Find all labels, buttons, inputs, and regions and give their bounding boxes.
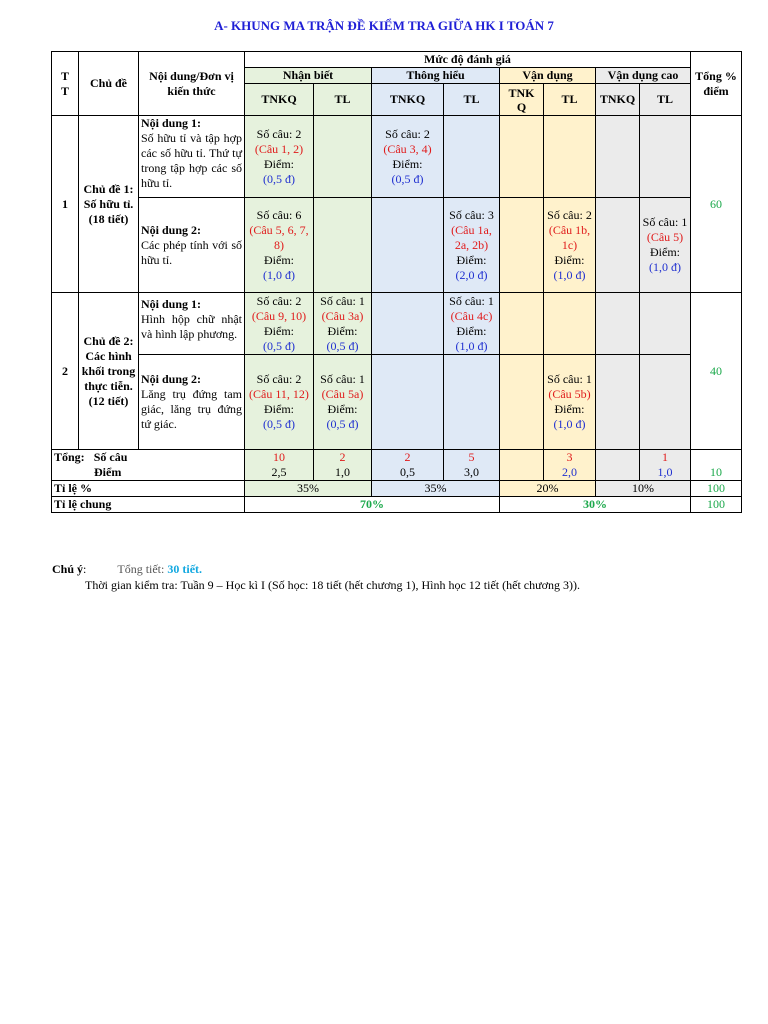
header-nb-tnkq: TNKQ bbox=[245, 84, 314, 116]
note-exam-time: Thời gian kiểm tra: Tuần 9 – Học kì I (Số học: 18 tiết (hết chương 1), Hình học 12 tiết (hết chương 3)). bbox=[85, 578, 580, 592]
header-vdc-tl: TL bbox=[640, 84, 691, 116]
cell-th-tnkq: Số câu: 2 (Câu 3, 4) Điểm: (0,5 đ) bbox=[372, 116, 444, 198]
header-chu-de: Chủ đề bbox=[79, 52, 139, 116]
total-nb-tl: 2 1,0 bbox=[314, 450, 372, 481]
ratio-nhan-biet: 35% bbox=[245, 481, 372, 497]
page-title: A- KHUNG MA TRẬN ĐỀ KIỂM TRA GIỮA HK I TOÁN 7 bbox=[214, 18, 554, 33]
header-thong-hieu: Thông hiểu bbox=[372, 68, 500, 84]
topic-name: Chủ đề 2: Các hình khối trong thực tiễn. (12 tiết) bbox=[79, 293, 139, 450]
cell-nb-tnkq: Số câu: 2 (Câu 1, 2) Điểm: (0,5 đ) bbox=[245, 116, 314, 198]
ratio-thong-hieu: 35% bbox=[372, 481, 500, 497]
cell-vdc-tnkq bbox=[596, 355, 640, 450]
cell-vdc-tl bbox=[640, 293, 691, 355]
cell-vd-tnkq bbox=[500, 116, 544, 198]
cell-th-tl: Số câu: 3 (Câu 1a, 2a, 2b) Điểm: (2,0 đ) bbox=[444, 198, 500, 293]
cell-vd-tl: Số câu: 2 (Câu 1b, 1c) Điểm: (1,0 đ) bbox=[544, 198, 596, 293]
cell-nb-tnkq: Số câu: 2 (Câu 9, 10) Điểm: (0,5 đ) bbox=[245, 293, 314, 355]
totals-row bbox=[52, 450, 742, 481]
total-vdc-tnkq bbox=[596, 450, 640, 481]
header-nhan-biet: Nhận biết bbox=[245, 68, 372, 84]
header-nb-tl: TL bbox=[314, 84, 372, 116]
ratio-total: 100 bbox=[691, 481, 742, 497]
header-muc-do: Mức độ đánh giá bbox=[245, 52, 691, 68]
topic-total: 60 bbox=[691, 116, 742, 293]
total-th-tl: 5 3,0 bbox=[444, 450, 500, 481]
ratio-van-dung: 20% bbox=[500, 481, 596, 497]
cell-vdc-tnkq bbox=[596, 116, 640, 198]
header-vd-tnkq: TNK Q bbox=[500, 84, 544, 116]
content-cell bbox=[139, 293, 245, 355]
content-cell bbox=[139, 198, 245, 293]
cell-vdc-tnkq bbox=[596, 293, 640, 355]
header-van-dung: Vận dụng bbox=[500, 68, 596, 84]
cell-vd-tnkq bbox=[500, 293, 544, 355]
content-title: Nội dung 2: bbox=[141, 222, 202, 237]
content-title: Nội dung 2: bbox=[141, 372, 202, 386]
header-vdc-tnkq: TNKQ bbox=[596, 84, 640, 116]
topic-name: Chủ đề 1: Số hữu tỉ. (18 tiết) bbox=[79, 116, 139, 293]
topic-number: 2 bbox=[52, 293, 79, 450]
cell-vd-tl bbox=[544, 116, 596, 198]
content-title: Nội dung 1: bbox=[141, 116, 202, 130]
content-text: Hình hộp chữ nhật và hình lập phương. bbox=[141, 312, 242, 341]
ratio-general-row bbox=[52, 497, 742, 513]
table-row bbox=[52, 293, 742, 355]
content-text: Lăng trụ đứng tam giác, lăng trụ đứng tứ giác. bbox=[141, 387, 242, 431]
header-th-tl: TL bbox=[444, 84, 500, 116]
content-cell bbox=[139, 116, 245, 198]
cell-vd-tl bbox=[544, 293, 596, 355]
cell-vd-tnkq bbox=[500, 355, 544, 450]
cell-th-tnkq bbox=[372, 355, 444, 450]
total-nb-tnkq: 10 2,5 bbox=[245, 450, 314, 481]
cell-vd-tnkq bbox=[500, 198, 544, 293]
header-th-tnkq: TNKQ bbox=[372, 84, 444, 116]
header-van-dung-cao: Vận dụng cao bbox=[596, 68, 691, 84]
cell-nb-tl: Số câu: 1 (Câu 3a) Điểm: (0,5 đ) bbox=[314, 293, 372, 355]
note-line: Chú ý: Tổng tiết: 30 tiết. bbox=[52, 562, 203, 576]
cell-vdc-tnkq bbox=[596, 198, 640, 293]
cell-th-tnkq bbox=[372, 198, 444, 293]
cell-nb-tl bbox=[314, 198, 372, 293]
header-tt: T T bbox=[52, 52, 79, 116]
cell-nb-tl: Số câu: 1 (Câu 5a) Điểm: (0,5 đ) bbox=[314, 355, 372, 450]
cell-th-tl: Số câu: 1 (Câu 4c) Điểm: (1,0 đ) bbox=[444, 293, 500, 355]
topic-total: 40 bbox=[691, 293, 742, 450]
cell-th-tl bbox=[444, 355, 500, 450]
cell-th-tl bbox=[444, 116, 500, 198]
note-label: Chú ý bbox=[52, 562, 84, 576]
content-cell bbox=[139, 355, 245, 450]
cell-nb-tnkq: Số câu: 2 (Câu 11, 12) Điểm: (0,5 đ) bbox=[245, 355, 314, 450]
content-text: Số hữu tỉ và tập hợp các số hữu tỉ. Thứ tự trong tập hợp các số hữu tỉ. bbox=[141, 131, 242, 190]
cell-vdc-tl bbox=[640, 116, 691, 198]
ratio-van-dung-cao: 10% bbox=[596, 481, 691, 497]
header-noi-dung: Nội dung/Đơn vị kiến thức bbox=[139, 52, 245, 116]
header-tong: Tổng % điểm bbox=[691, 52, 742, 116]
table-row bbox=[52, 116, 742, 198]
table-row bbox=[52, 355, 742, 450]
totals-label: Tổng: Số câu Điểm bbox=[52, 450, 245, 481]
content-text: Các phép tính với số hữu tỉ. bbox=[141, 237, 242, 267]
total-vdc-tl: 1 1,0 bbox=[640, 450, 691, 481]
note-total-value: 30 tiết. bbox=[167, 562, 203, 576]
total-th-tnkq: 2 0,5 bbox=[372, 450, 444, 481]
cell-vdc-tl: Số câu: 1 (Câu 5) Điểm: (1,0 đ) bbox=[640, 198, 691, 293]
total-points: 10 bbox=[691, 450, 742, 481]
cell-vd-tl: Số câu: 1 (Câu 5b) Điểm: (1,0 đ) bbox=[544, 355, 596, 450]
note-total-label: Tổng tiết: bbox=[117, 562, 165, 576]
ratio-general-low: 70% bbox=[245, 497, 500, 513]
cell-th-tnkq bbox=[372, 293, 444, 355]
ratio-general-label: Tỉ lệ chung bbox=[52, 497, 245, 513]
topic-number: 1 bbox=[52, 116, 79, 293]
total-vd-tnkq bbox=[500, 450, 544, 481]
ratio-general-total: 100 bbox=[691, 497, 742, 513]
total-vd-tl: 3 2,0 bbox=[544, 450, 596, 481]
content-title: Nội dung 1: bbox=[141, 297, 202, 311]
cell-nb-tl bbox=[314, 116, 372, 198]
ratio-row bbox=[52, 481, 742, 497]
cell-nb-tnkq: Số câu: 6 (Câu 5, 6, 7, 8) Điểm: (1,0 đ) bbox=[245, 198, 314, 293]
ratio-general-high: 30% bbox=[500, 497, 691, 513]
ratio-label: Tỉ lệ % bbox=[52, 481, 245, 497]
header-vd-tl: TL bbox=[544, 84, 596, 116]
assessment-matrix-table bbox=[51, 51, 742, 513]
table-row bbox=[52, 198, 742, 293]
cell-vdc-tl bbox=[640, 355, 691, 450]
